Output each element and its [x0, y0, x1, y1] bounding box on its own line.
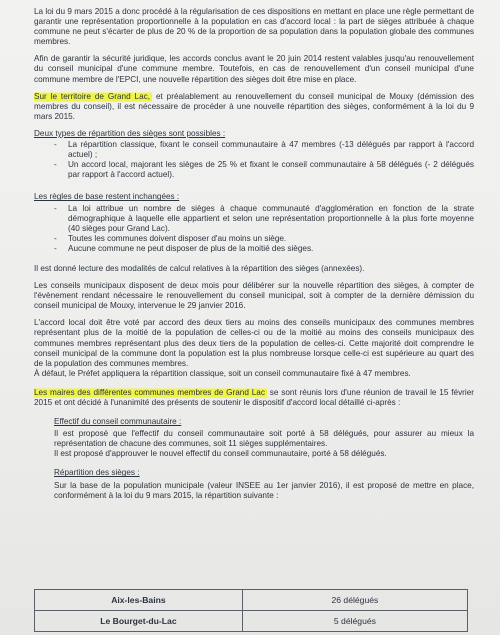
- table-cell-commune: Le Bourget-du-Lac: [35, 611, 243, 632]
- section-title-regles: Les règles de base restent inchangées :: [34, 192, 180, 202]
- paragraph-maires: [34, 388, 474, 408]
- repartition-block: [34, 481, 474, 501]
- list-item-moitie-sieges: - Aucune commune ne peut disposer de plus de la moitié des sièges.: [34, 244, 474, 254]
- paragraph-grand-lac-rest: et préalablement au renouvellement du conseil municipal de Mouxy (démission des membres du conseil), il est nécessaire de procéder à une nouvelle répartition des sièges, conformément à la loi du 9 mars 2015.: [34, 91, 475, 121]
- section-types-repartition: [34, 129, 474, 180]
- paragraph-effectif-58: Il est proposé que l'effectif du conseil communautaire soit porté à 58 délégués, pour assurer au mieux la représentation de chacune des communes, soit 11 sièges supplémentaires.: [54, 429, 474, 449]
- subhead-repartition-label: Répartition des sièges :: [54, 468, 140, 478]
- highlight-maires: Les maires des différentes communes membres de Grand Lac: [34, 387, 265, 397]
- paragraph-grand-lac: [34, 92, 474, 122]
- list-types: [34, 140, 474, 180]
- table-cell-delegues: 5 délégués: [242, 611, 467, 632]
- repartition-sieges-table: [34, 589, 468, 632]
- subhead-repartition: [34, 468, 474, 478]
- list-item-accord-local: - Un accord local, majorant les sièges de 25 % et fixant le conseil communautaire à 58 délégués (- 2 délégués par rapport à l'accord actuel).: [34, 160, 474, 180]
- paragraph-effectif-approuver: Il est proposé d'approuver le nouvel effectif du conseil communautaire, porté à 58 délégués.: [54, 449, 387, 459]
- subhead-effectif: [34, 417, 474, 427]
- paragraph-loi-2015: La loi du 9 mars 2015 a donc procédé à la régularisation de ces dispositions en mettant en place une règle permettant de garantir une représentation proportionnelle à la population en cas d'accord local : la part de sièges attribuée à chaque commune ne peut s'écarter de plus de 20 % de la proportion de sa population dans la population globale des communes membres.: [34, 7, 474, 47]
- effectif-block: [34, 429, 474, 459]
- paragraph-repartition: Sur la base de la population municipale (valeur INSEE au 1er janvier 2016), il est proposé de mettre en place, conformément à la loi du 9 mars 2015, la répartition suivante :: [54, 480, 474, 500]
- paragraph-defaut-prefet: À défaut, le Préfet appliquera la répartition classique, soit un conseil communautaire fixé à 47 membres.: [34, 368, 411, 378]
- paragraph-delai: Les conseils municipaux disposent de deux mois pour délibérer sur la nouvelle répartition des sièges, à compter de l'évènement rendant nécessaire le renouvellement du conseil municipal, soit à compter de la dernière démission du conseil municipal de Mouxy, intervenue le 29 janvier 2016.: [34, 281, 474, 311]
- paragraph-accord-local: L'accord local doit être voté par accord des deux tiers au moins des conseils municipaux des communes membres représentant plus de la moitié de la population de celles-ci ou de la moitié au moins des conseils municipaux des communes membres représentant plus des deux tiers de la population de celles-ci. Cette majorité doit comprendre le conseil municipal de la commune dont la population est la plus nombreuse lorsque celle-ci est supérieure au quart des de la population des communes membres.: [34, 318, 474, 368]
- section-title-types: Deux types de répartition des sièges sont possibles :: [34, 128, 226, 138]
- table-row: [35, 611, 468, 632]
- table-cell-delegues: 26 délégués: [242, 590, 467, 611]
- table-row: [35, 590, 468, 611]
- subhead-effectif-label: Effectif du conseil communautaire :: [54, 417, 182, 427]
- table-cell-commune: Aix-les-Bains: [35, 590, 243, 611]
- paragraph-lecture: Il est donné lecture des modalités de calcul relatives à la répartition des sièges (annexées).: [34, 263, 365, 273]
- section-regles-base: [34, 192, 474, 254]
- list-item-au-moins-un-siege: - Toutes les communes doivent disposer d'au moins un siège.: [34, 234, 474, 244]
- list-item-loi-attribue: - La loi attribue un nombre de sièges à chaque communauté d'agglomération en fonction de la strate démographique à laquelle elle appartient et selon une représentation proportionnelle à la plus forte moyenne (40 sièges pour Grand Lac).: [34, 204, 474, 234]
- list-regles: [34, 204, 474, 254]
- highlight-grand-lac: Sur le territoire de Grand Lac,: [34, 91, 151, 101]
- paragraph-maires-rest: se sont réunis lors d'une réunion de travail le 15 février 2015 et ont décidé à l'unanimité des présents de soutenir le dispositif d'accord local détaillé ci-après :: [34, 387, 474, 407]
- list-item-classique: - La répartition classique, fixant le conseil communautaire à 47 membres (-13 délégués par rapport à l'accord actuel) ;: [34, 140, 474, 160]
- paragraph-securite-juridique: Afin de garantir la sécurité juridique, les accords conclus avant le 20 juin 2014 restent valables jusqu'au renouvellement du conseil municipal d'une commune membre. Toutefois, en cas de renouvellement d'un conseil municipal d'une commune membre de l'EPCI, une nouvelle répartition des sièges doit être mise en place.: [34, 54, 474, 84]
